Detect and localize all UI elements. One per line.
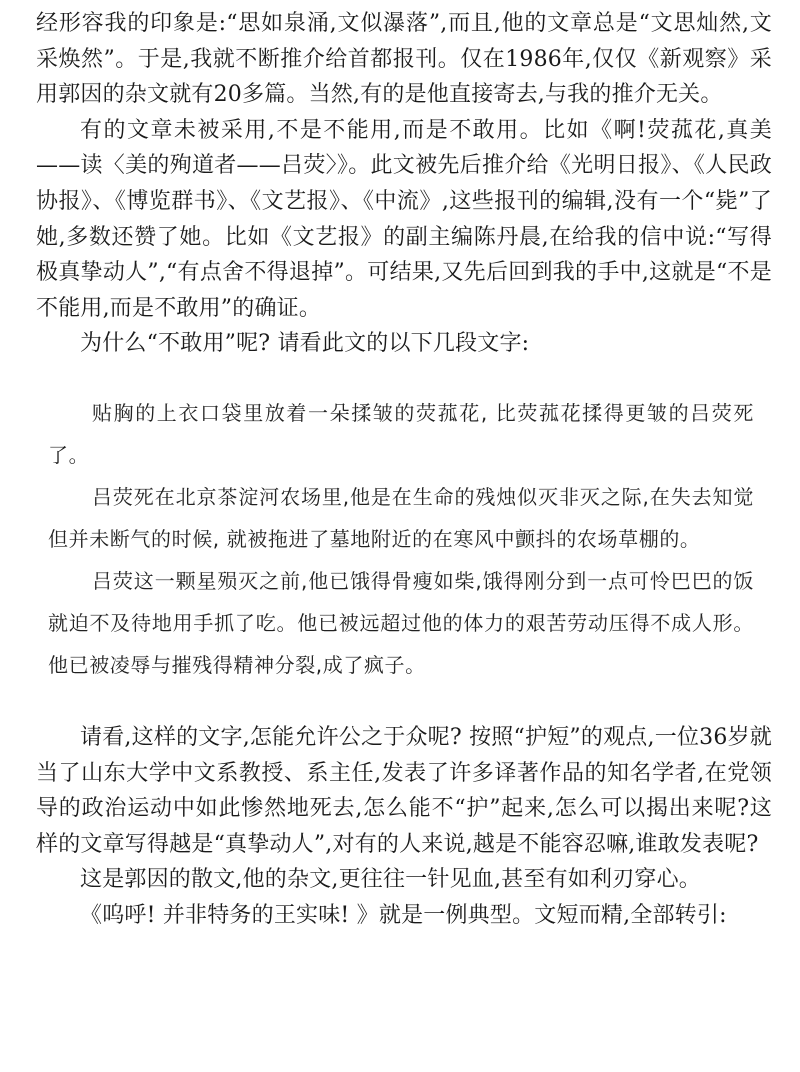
quote-paragraph: 贴胸的上衣口袋里放着一朵揉皱的荧菰花, 比荧菰花揉得更皱的吕荧死了。 (48, 400, 754, 467)
paragraph-not-dare-to-use: 有的文章未被采用,不是不能用,而是不敢用。比如《啊!荧菰花,真美——读〈美的殉道者——吕荧〉》。此文被先后推介给《光明日报》、《人民政协报》、《博览群书》、《文艺报》、《中流》,这些报刊的编辑,没有一个“毙”了她,多数还赞了她。比如《文艺报》的副主编陈丹晨,在给我的信中说:“写得极真挚动人”,“有点舍不得退掉”。可结果,又先后回到我的手中,这就是“不是不能用,而是不敢用”的确证。 (36, 117, 772, 321)
paragraph-essay-note: 这是郭因的散文,他的杂文,更往往一针见血,甚至有如利刃穿心。 (80, 867, 701, 893)
spacer (36, 686, 772, 720)
block-quote (48, 392, 754, 686)
paragraph-question-intro: 为什么“不敢用”呢? 请看此文的以下几段文字: (80, 331, 530, 357)
paragraph-example-intro: 《呜呼! 并非特务的王实味! 》就是一例典型。文短而精,全部转引: (80, 902, 727, 928)
paragraph-commentary: 请看,这样的文字,怎能允许公之于众呢? 按照“护短”的观点,一位36岁就当了山东大学中文系教授、系主任,发表了许多译著作品的知名学者,在党领导的政治运动中如此惨然地死去,怎么能不“护”起来,怎么可以揭出来呢?这样的文章写得越是“真挚动人”,对有的人来说,越是不能容忍嘛,谁敢发表呢? (36, 724, 772, 857)
quote-paragraph: 吕荧死在北京茶淀河农场里,他是在生命的残烛似灭非灭之际,在失去知觉但并未断气的时候, 就被拖进了墓地附近的在寒风中颤抖的农场草棚的。 (48, 484, 754, 551)
quote-paragraph: 吕荧这一颗星殒灭之前,他已饿得骨瘦如柴,饿得刚分到一点可怜巴巴的饭就迫不及待地用手抓了吃。他已被远超过他的体力的艰苦劳动压得不成人形。他已被凌辱与摧残得精神分裂,成了疯子。 (48, 568, 754, 677)
spacer (36, 362, 772, 392)
document-page (36, 0, 772, 1072)
paragraph-continuation: 经形容我的印象是:“思如泉涌,文似瀑落”,而且,他的文章总是“文思灿然,文采焕然”。于是,我就不断推介给首都报刊。仅在1986年,仅仅《新观察》采用郭因的杂文就有20多篇。当然,有的是他直接寄去,与我的推介无关。 (36, 11, 772, 108)
